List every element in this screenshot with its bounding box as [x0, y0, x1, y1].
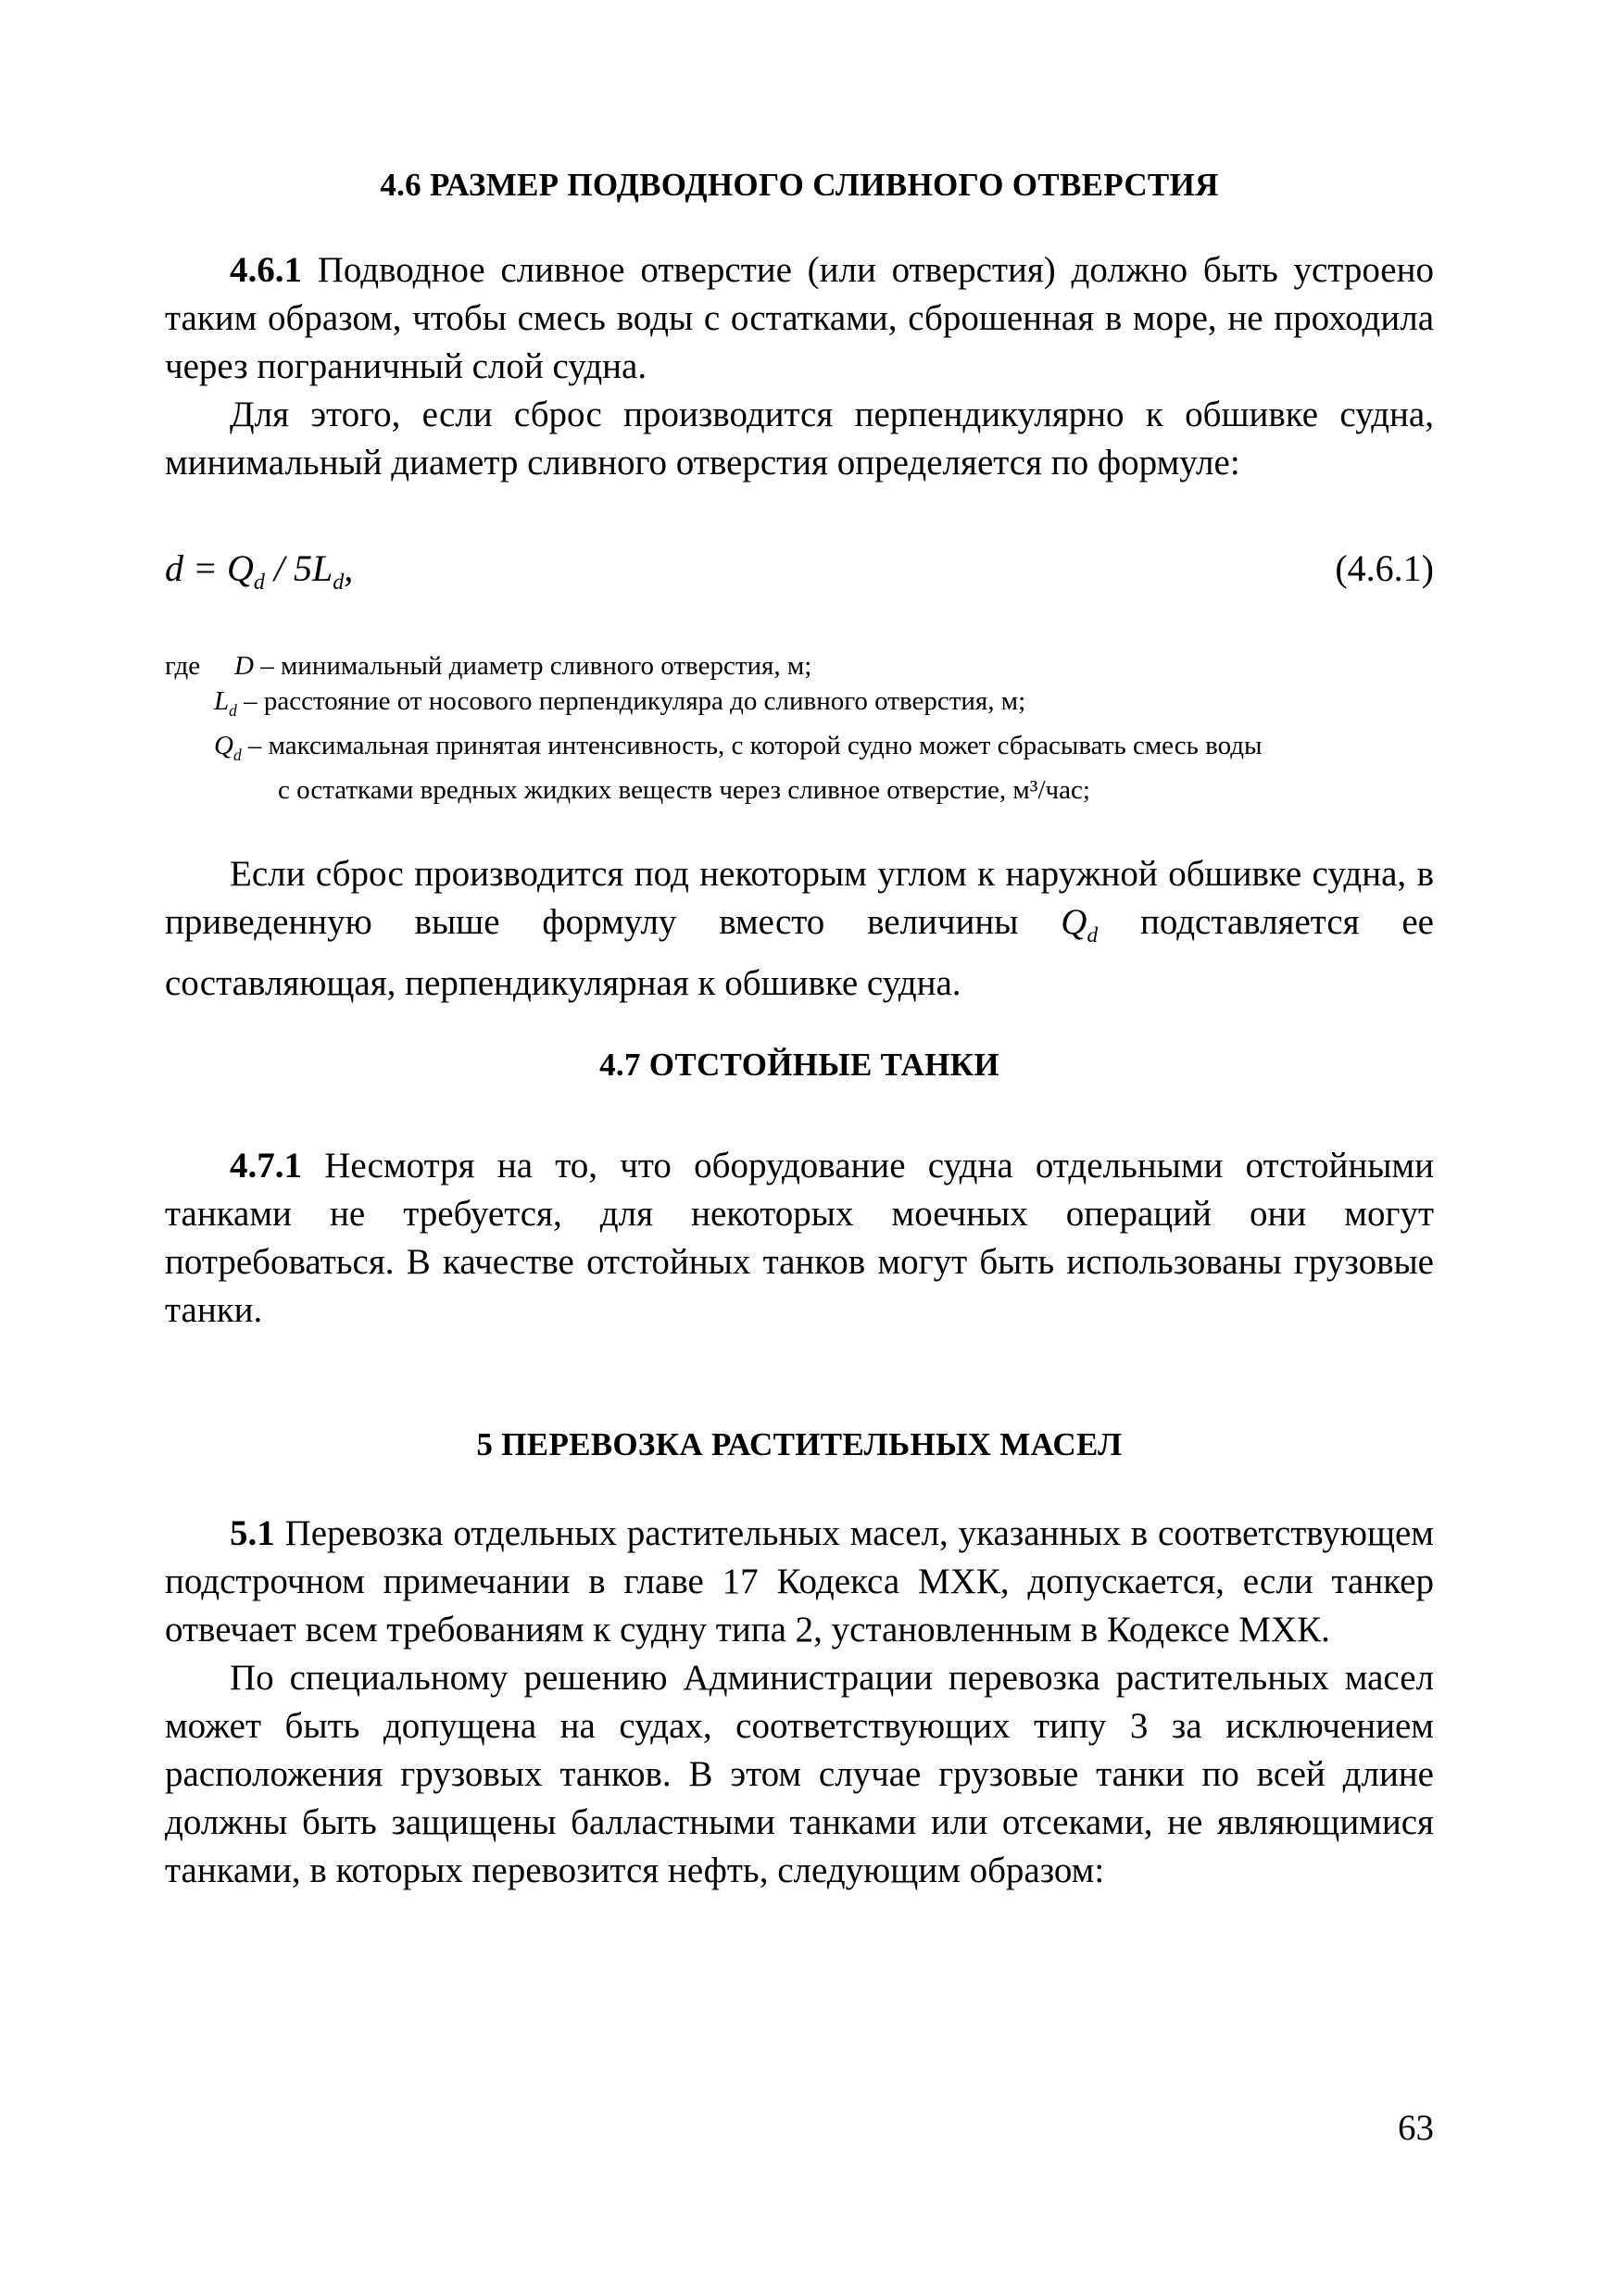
page-number: 63	[1398, 2108, 1434, 2148]
paragraph-4-7-1	[165, 1142, 1434, 1335]
formula-number: (4.6.1)	[1335, 547, 1434, 589]
clause-number: 5.1	[230, 1513, 275, 1553]
formula-q-subscript: d	[253, 571, 265, 595]
formula-legend	[165, 648, 1434, 808]
paragraph-5-1	[165, 1510, 1434, 1654]
paragraph-angle-note	[165, 850, 1434, 1008]
symbol-l	[214, 686, 237, 720]
legend-row-q-cont	[165, 772, 1434, 808]
symbol-d: D	[234, 651, 254, 681]
symbol-q-inline	[1061, 902, 1099, 947]
section-heading-4-7: 4.7 ОТСТОЙНЫЕ ТАНКИ	[599, 1047, 999, 1083]
symbol-l-subscript: d	[229, 700, 237, 720]
legend-row-d	[165, 648, 1434, 684]
symbol-q-subscript: d	[232, 745, 242, 764]
legend-lead: где	[165, 651, 201, 681]
paragraph-text: Перевозка отдельных растительных масел, указанных в соответствующем подстрочном примечании в главе 17 Кодекса МХК, допускается, если танкер отвечает всем требованиям к судну типа 2, установленным в Кодексе МХК.	[165, 1513, 1434, 1650]
clause-number: 4.7.1	[230, 1146, 302, 1186]
section-4-7-body	[165, 1142, 1434, 1335]
formula-4-6-1	[165, 546, 1434, 602]
paragraph-text: Несмотря на то, что оборудование судна отдельными отстойными танками не требуется, для некоторых моечных операций они могут потребоваться. В качестве отстойных танков могут быть использованы грузовые танки.	[165, 1146, 1434, 1330]
paragraph-text: Подводное сливное отверстие (или отверстия) должно быть устроено таким образом, чтобы смесь воды с остатками, сброшенная в море, не проходила через пограничный слой судна.	[165, 250, 1434, 386]
formula-l-subscript: d	[333, 571, 345, 595]
section-heading-4-6: 4.6 РАЗМЕР ПОДВОДНОГО СЛИВНОГО ОТВЕРСТИЯ	[380, 167, 1219, 203]
section-heading-5: 5 ПЕРЕВОЗКА РАСТИТЕЛЬНЫХ МАСЕЛ	[476, 1426, 1123, 1462]
legend-text-l: – расстояние от носового перпендикуляра до сливного отверстия, м;	[236, 686, 1026, 716]
formula-tail: ,	[344, 547, 354, 589]
section-4-6-body	[165, 246, 1434, 487]
symbol-q	[214, 730, 242, 764]
legend-row-l	[165, 684, 1434, 728]
section-4-6-body-cont	[165, 850, 1434, 1008]
legend-row-q	[165, 728, 1434, 772]
symbol-q-inline-subscript: d	[1087, 922, 1099, 947]
paragraph-text: Если сброс производится под некоторым углом к наружной обшивке судна, в приведенную выше формулу вместо величины	[165, 854, 1434, 942]
legend-text-q-cont: с остатками вредных жидких веществ через сливное отверстие, м³/час;	[278, 774, 1090, 805]
legend-text-d: – минимальный диаметр сливного отверстия, м;	[253, 651, 812, 681]
paragraph-formula-intro: Для этого, если сброс производится перпендикулярно к обшивке судна, минимальный диаметр сливного отверстия определяется по формуле:	[165, 395, 1434, 483]
symbol-q-inline-letter: Q	[1061, 902, 1087, 942]
section-5-body	[165, 1510, 1434, 1895]
clause-number: 4.6.1	[230, 250, 302, 290]
formula-mid: / 5L	[264, 547, 333, 589]
formula-lhs: d = Q	[165, 547, 254, 589]
symbol-l-letter: L	[214, 686, 230, 716]
paragraph-4-6-1	[165, 246, 1434, 391]
paragraph-5-1-cont: По специальному решению Администрации перевозка растительных масел может быть допущена на судах, соответствующих типу 3 за исключением расположения грузовых танков. В этом случае грузовые танки по всей длине должны быть защищены балластными танками или отсеками, не являющимися танками, в которых перевозится нефть, следующим образом:	[165, 1658, 1434, 1890]
symbol-q-letter: Q	[214, 730, 233, 760]
formula-expression	[165, 546, 353, 596]
paragraph-text-end: подставляется ее составляющая, перпендикулярная к обшивке судна.	[165, 902, 1434, 1003]
legend-text-q: – максимальная принятая интенсивность, с которой судно может сбрасывать смесь воды	[241, 730, 1263, 760]
